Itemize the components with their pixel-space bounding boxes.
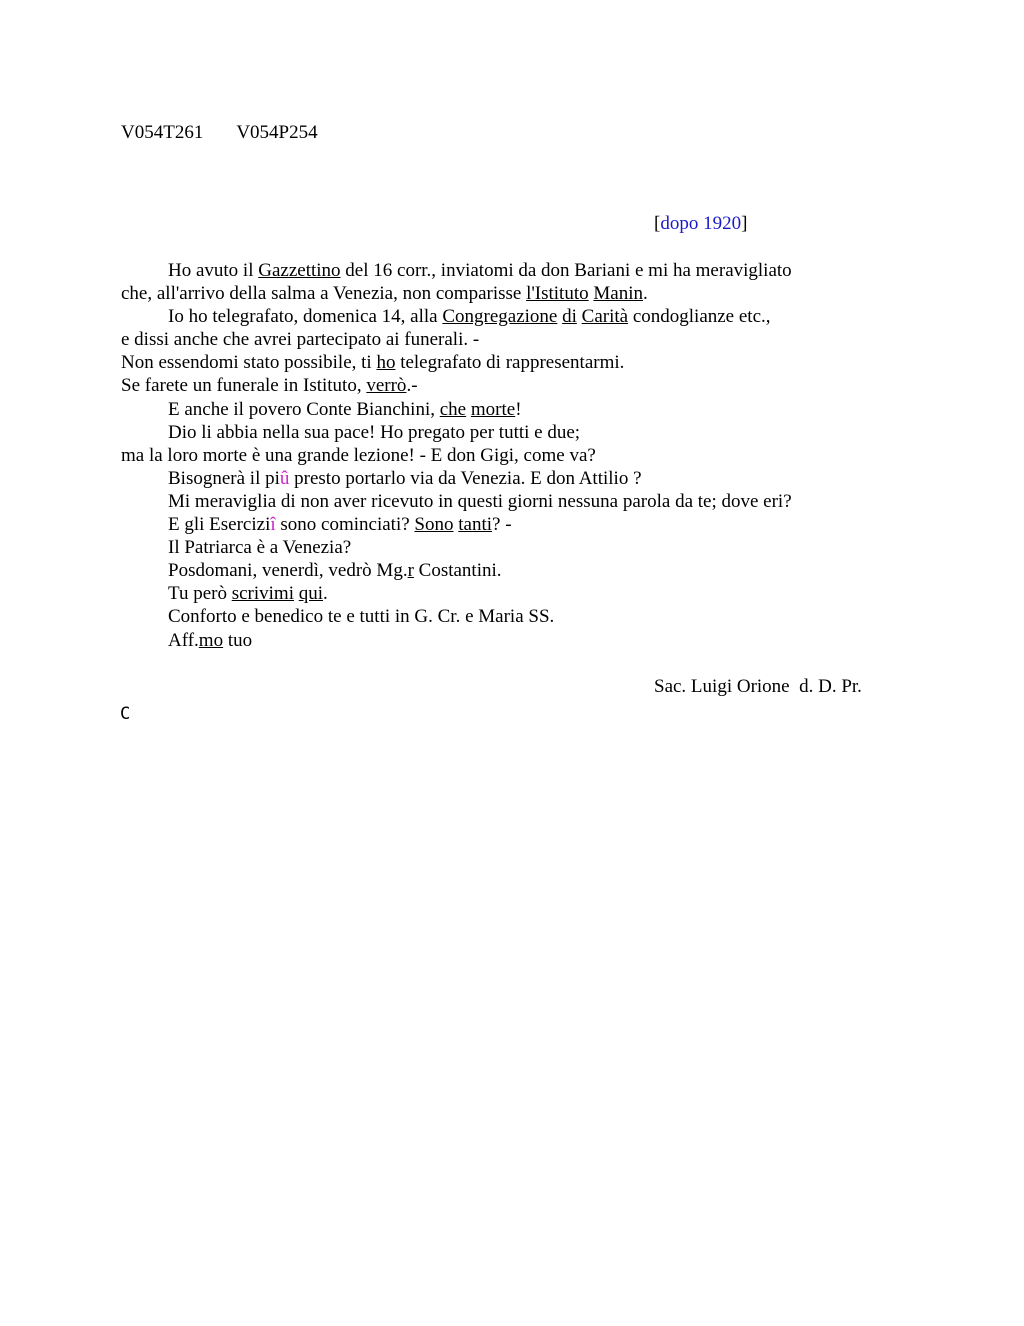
trailing-mark: C xyxy=(120,704,131,724)
underlined-word: Manin xyxy=(593,283,643,305)
text-segment: Bisognerà il pi xyxy=(168,467,280,489)
text-segment: Posdomani, venerdì, vedrò Mg. xyxy=(168,560,408,582)
page-code: V054P254 xyxy=(236,122,318,143)
underlined-word: Carità xyxy=(581,306,629,328)
date-text: dopo 1920 xyxy=(660,213,742,234)
text-segment: ! xyxy=(515,398,522,420)
signature: Sac. Luigi Orione d. D. Pr. xyxy=(654,676,862,697)
underlined-word: Congregazione xyxy=(442,306,558,328)
letter-line xyxy=(121,467,921,490)
underlined-word: Gazzettino xyxy=(258,260,341,281)
text-segment: sono cominciati? xyxy=(275,514,415,536)
letter-line xyxy=(121,582,921,605)
letter-line xyxy=(121,398,921,421)
underlined-word: di xyxy=(562,306,577,328)
date-open-bracket: [ xyxy=(654,213,661,234)
letter-line xyxy=(121,444,921,467)
date-close-bracket: ] xyxy=(741,213,748,234)
text-segment: telegrafato di rappresentarmi. xyxy=(395,352,625,374)
underlined-word: Sono xyxy=(414,514,454,536)
underlined-word: mo xyxy=(198,629,224,651)
text-segment: Ho avuto il xyxy=(168,260,259,281)
text-segment: .- xyxy=(406,375,418,397)
text-segment: Se farete un funerale in Istituto, xyxy=(121,375,367,397)
text-segment: ? - xyxy=(492,514,512,536)
text-segment: . xyxy=(642,283,648,305)
text-segment: tuo xyxy=(223,629,253,651)
underlined-word: morte xyxy=(470,398,516,420)
text-segment: che, all'arrivo della salma a Venezia, non comparisse xyxy=(121,283,527,305)
text-segment: E anche il povero Conte Bianchini, xyxy=(168,398,440,420)
underlined-word: che xyxy=(439,398,467,420)
text-segment: e dissi anche che avrei partecipato ai funerali. - xyxy=(121,329,480,351)
letter-line xyxy=(121,351,921,374)
document-codes xyxy=(121,122,318,144)
letter-date xyxy=(654,213,747,235)
letter-line xyxy=(121,328,921,351)
letter-line xyxy=(121,629,921,652)
letter-line xyxy=(121,282,921,305)
text-segment: Il Patriarca è a Venezia? xyxy=(168,537,352,559)
underlined-word: r xyxy=(407,560,414,582)
text-segment: ma la loro morte è una grande lezione! - E don Gigi, come va? xyxy=(121,444,596,466)
letter-line xyxy=(121,605,921,628)
marked-character: û xyxy=(279,467,290,489)
underlined-word: verrò xyxy=(366,375,407,397)
text-segment: del 16 corr., inviatomi da don Bariani e mi ha meravigliato xyxy=(340,260,792,281)
letter-line xyxy=(121,513,921,536)
text-segment: E gli Esercizi xyxy=(168,514,271,536)
text-segment: condoglianze etc., xyxy=(628,306,771,328)
text-segment: Costantini. xyxy=(413,560,502,582)
letter-line xyxy=(121,559,921,582)
underlined-word: tanti xyxy=(458,514,493,536)
text-segment: Dio li abbia nella sua pace! Ho pregato per tutti e due; xyxy=(168,421,581,443)
text-segment: Io ho telegrafato, domenica 14, alla xyxy=(168,306,443,328)
text-segment: Tu però xyxy=(168,583,232,605)
text-segment: Aff. xyxy=(168,629,199,651)
underlined-word: l'Istituto xyxy=(526,283,589,305)
text-segment: presto portarlo via da Venezia. E don Attilio ? xyxy=(289,467,642,489)
letter-line xyxy=(121,536,921,559)
letter-body xyxy=(121,259,921,652)
text-segment: Non essendomi stato possibile, ti xyxy=(121,352,377,374)
text-segment: Mi meraviglia di non aver ricevuto in questi giorni nessuna parola da te; dove eri? xyxy=(168,490,792,512)
letter-line xyxy=(121,421,921,444)
letter-line xyxy=(121,305,921,328)
underlined-word: ho xyxy=(376,352,396,374)
letter-line xyxy=(121,259,921,282)
underlined-word: scrivimi xyxy=(231,583,294,605)
letter-line xyxy=(121,374,921,397)
text-segment: Conforto e benedico te e tutti in G. Cr. e Maria SS. xyxy=(168,606,555,628)
text-segment: . xyxy=(323,583,328,605)
underlined-word: qui xyxy=(298,583,324,605)
marked-character: î xyxy=(270,514,276,536)
volume-code: V054T261 xyxy=(121,122,204,143)
letter-line xyxy=(121,490,921,513)
